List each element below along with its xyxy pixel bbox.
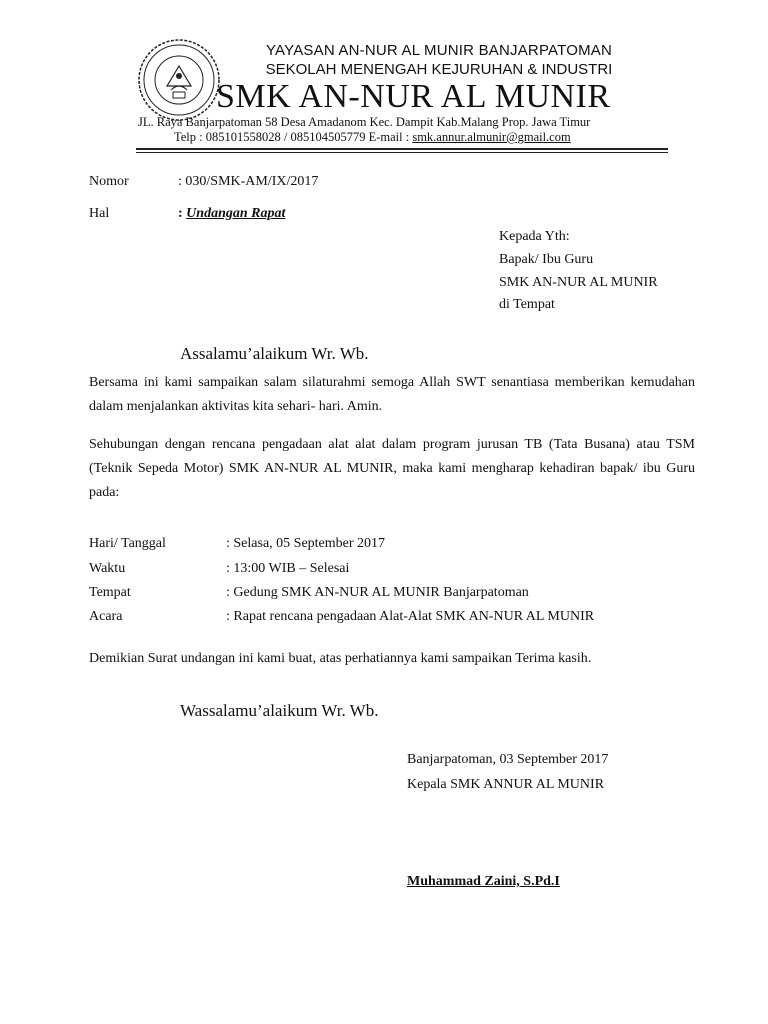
- nomor-label: Nomor: [89, 174, 129, 189]
- hal-value: [178, 206, 285, 222]
- hal-colon: :: [178, 206, 187, 221]
- recipient-line-4: di Tempat: [499, 297, 555, 312]
- closing-paragraph: Demikian Surat undangan ini kami buat, atas perhatiannya kami sampaikan Terima kasih.: [89, 651, 592, 666]
- detail-value-agenda: : Rapat rencana pengadaan Alat-Alat SMK AN-NUR AL MUNIR: [226, 609, 595, 624]
- hal-subject: Undangan Rapat: [186, 206, 286, 221]
- contact-phones: Telp : 085101558028 / 085104505779 E-mail :: [174, 130, 413, 144]
- signer-title: Kepala SMK ANNUR AL MUNIR: [407, 777, 605, 792]
- foundation-name: YAYASAN AN-NUR AL MUNIR BANJARPATOMAN: [265, 42, 613, 59]
- signer-name: Muhammad Zaini, S.Pd.I: [407, 874, 560, 889]
- detail-label-place: Tempat: [89, 585, 131, 600]
- school-type: SEKOLAH MENENGAH KEJURUHAN & INDUSTRI: [265, 61, 613, 78]
- paragraph-1: Bersama ini kami sampaikan salam silaturahmi semoga Allah SWT senantiasa memberikan kemudahan dalam menjalankan aktivitas kita sehari- hari. Amin.: [89, 375, 695, 414]
- detail-value-time: : 13:00 WIB – Selesai: [226, 561, 350, 576]
- detail-value-date: : Selasa, 05 September 2017: [226, 536, 386, 551]
- closing-greeting: Wassalamu’alaikum Wr. Wb.: [180, 701, 379, 720]
- detail-label-agenda: Acara: [89, 609, 123, 624]
- email-link[interactable]: smk.annur.almunir@gmail.com: [412, 130, 571, 144]
- header-rule-thick: [136, 148, 668, 150]
- recipient-line-1: Kepada Yth:: [499, 229, 570, 244]
- place-date: Banjarpatoman, 03 September 2017: [407, 752, 609, 767]
- detail-label-date: Hari/ Tanggal: [89, 536, 166, 551]
- header-rule-thin: [136, 152, 668, 153]
- school-address: JL. Raya Banjarpatoman 58 Desa Amadanom Kec. Dampit Kab.Malang Prop. Jawa Timur: [138, 115, 591, 129]
- detail-value-place: : Gedung SMK AN-NUR AL MUNIR Banjarpatoman: [226, 585, 529, 600]
- school-name: SMK AN-NUR AL MUNIR: [216, 78, 611, 115]
- school-contact: [174, 130, 571, 145]
- recipient-line-2: Bapak/ Ibu Guru: [499, 252, 594, 267]
- opening-greeting: Assalamu’alaikum Wr. Wb.: [180, 344, 369, 363]
- hal-label: Hal: [89, 206, 110, 221]
- recipient-line-3: SMK AN-NUR AL MUNIR: [499, 275, 658, 290]
- detail-label-time: Waktu: [89, 561, 126, 576]
- nomor-value: : 030/SMK-AM/IX/2017: [178, 174, 319, 189]
- paragraph-2: Sehubungan dengan rencana pengadaan alat alat dalam program jurusan TB (Tata Busana) atau TSM (Teknik Sepeda Motor) SMK AN-NUR AL MUNIR, maka kami mengharap kehadiran bapak/ ibu Guru pada:: [89, 437, 695, 500]
